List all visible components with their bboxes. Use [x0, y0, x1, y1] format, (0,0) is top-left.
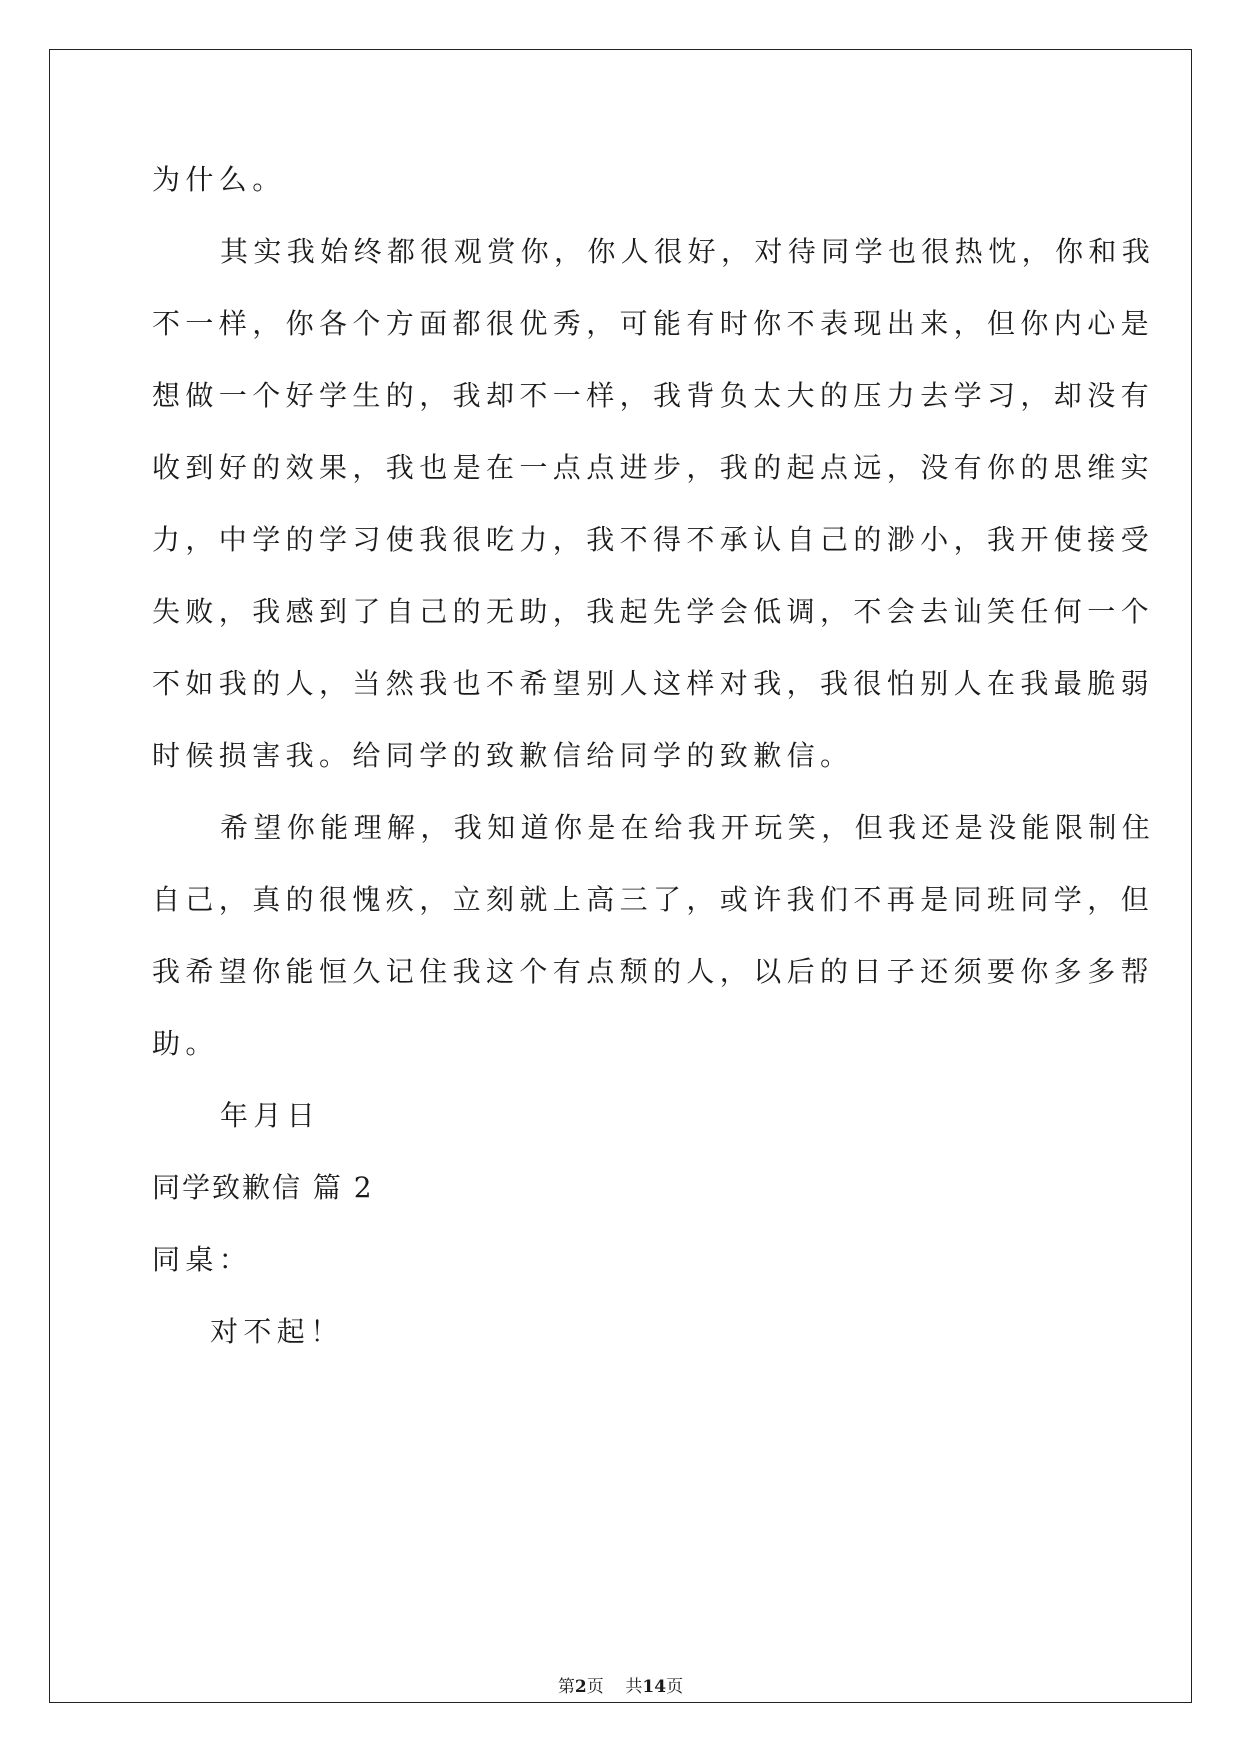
text-line: 希望你能理解，我知道你是在给我开玩笑，但我还是没能限制住 — [220, 811, 1156, 844]
text-line: 时候损害我。给同学的致歉信给同学的致歉信。 — [152, 739, 854, 772]
text-line: 收到好的效果，我也是在一点点进步，我的起点远，没有你的思维实 — [152, 451, 1155, 484]
text-line: 想做一个好学生的，我却不一样，我背负太大的压力去学习，却没有 — [152, 379, 1155, 412]
text-line: 我希望你能恒久记住我这个有点颓的人，以后的日子还须要你多多帮 — [152, 955, 1155, 988]
text-line: 不一样，你各个方面都很优秀，可能有时你不表现出来，但你内心是 — [152, 307, 1155, 340]
footer-mid: 页 共 — [586, 1677, 643, 1697]
text-line: 为什么。 — [152, 163, 286, 196]
text-line: 不如我的人，当然我也不希望别人这样对我，我很怕别人在我最脆弱 — [152, 667, 1155, 700]
section-heading: 同学致歉信 篇 2 — [152, 1171, 374, 1204]
footer-suffix: 页 — [666, 1677, 684, 1697]
text-line: 力，中学的学习使我很吃力，我不得不承认自己的渺小，我开使接受 — [152, 523, 1155, 556]
text-line: 失败，我感到了自己的无助，我起先学会低调，不会去讪笑任何一个 — [152, 595, 1155, 628]
text-line: 助。 — [152, 1027, 219, 1060]
date-line: 年月日 — [220, 1099, 321, 1132]
total-pages-number: 14 — [642, 1677, 667, 1697]
footer-prefix: 第 — [557, 1677, 575, 1697]
page-footer — [0, 1676, 1241, 1698]
current-page-number: 2 — [574, 1677, 587, 1697]
text-line: 对不起！ — [210, 1315, 344, 1348]
page-border — [49, 49, 1192, 1703]
text-line: 其实我始终都很观赏你，你人很好，对待同学也很热忱，你和我 — [220, 235, 1156, 268]
text-line: 自己，真的很愧疚，立刻就上高三了，或许我们不再是同班同学，但 — [152, 883, 1155, 916]
salutation: 同桌： — [152, 1243, 253, 1276]
